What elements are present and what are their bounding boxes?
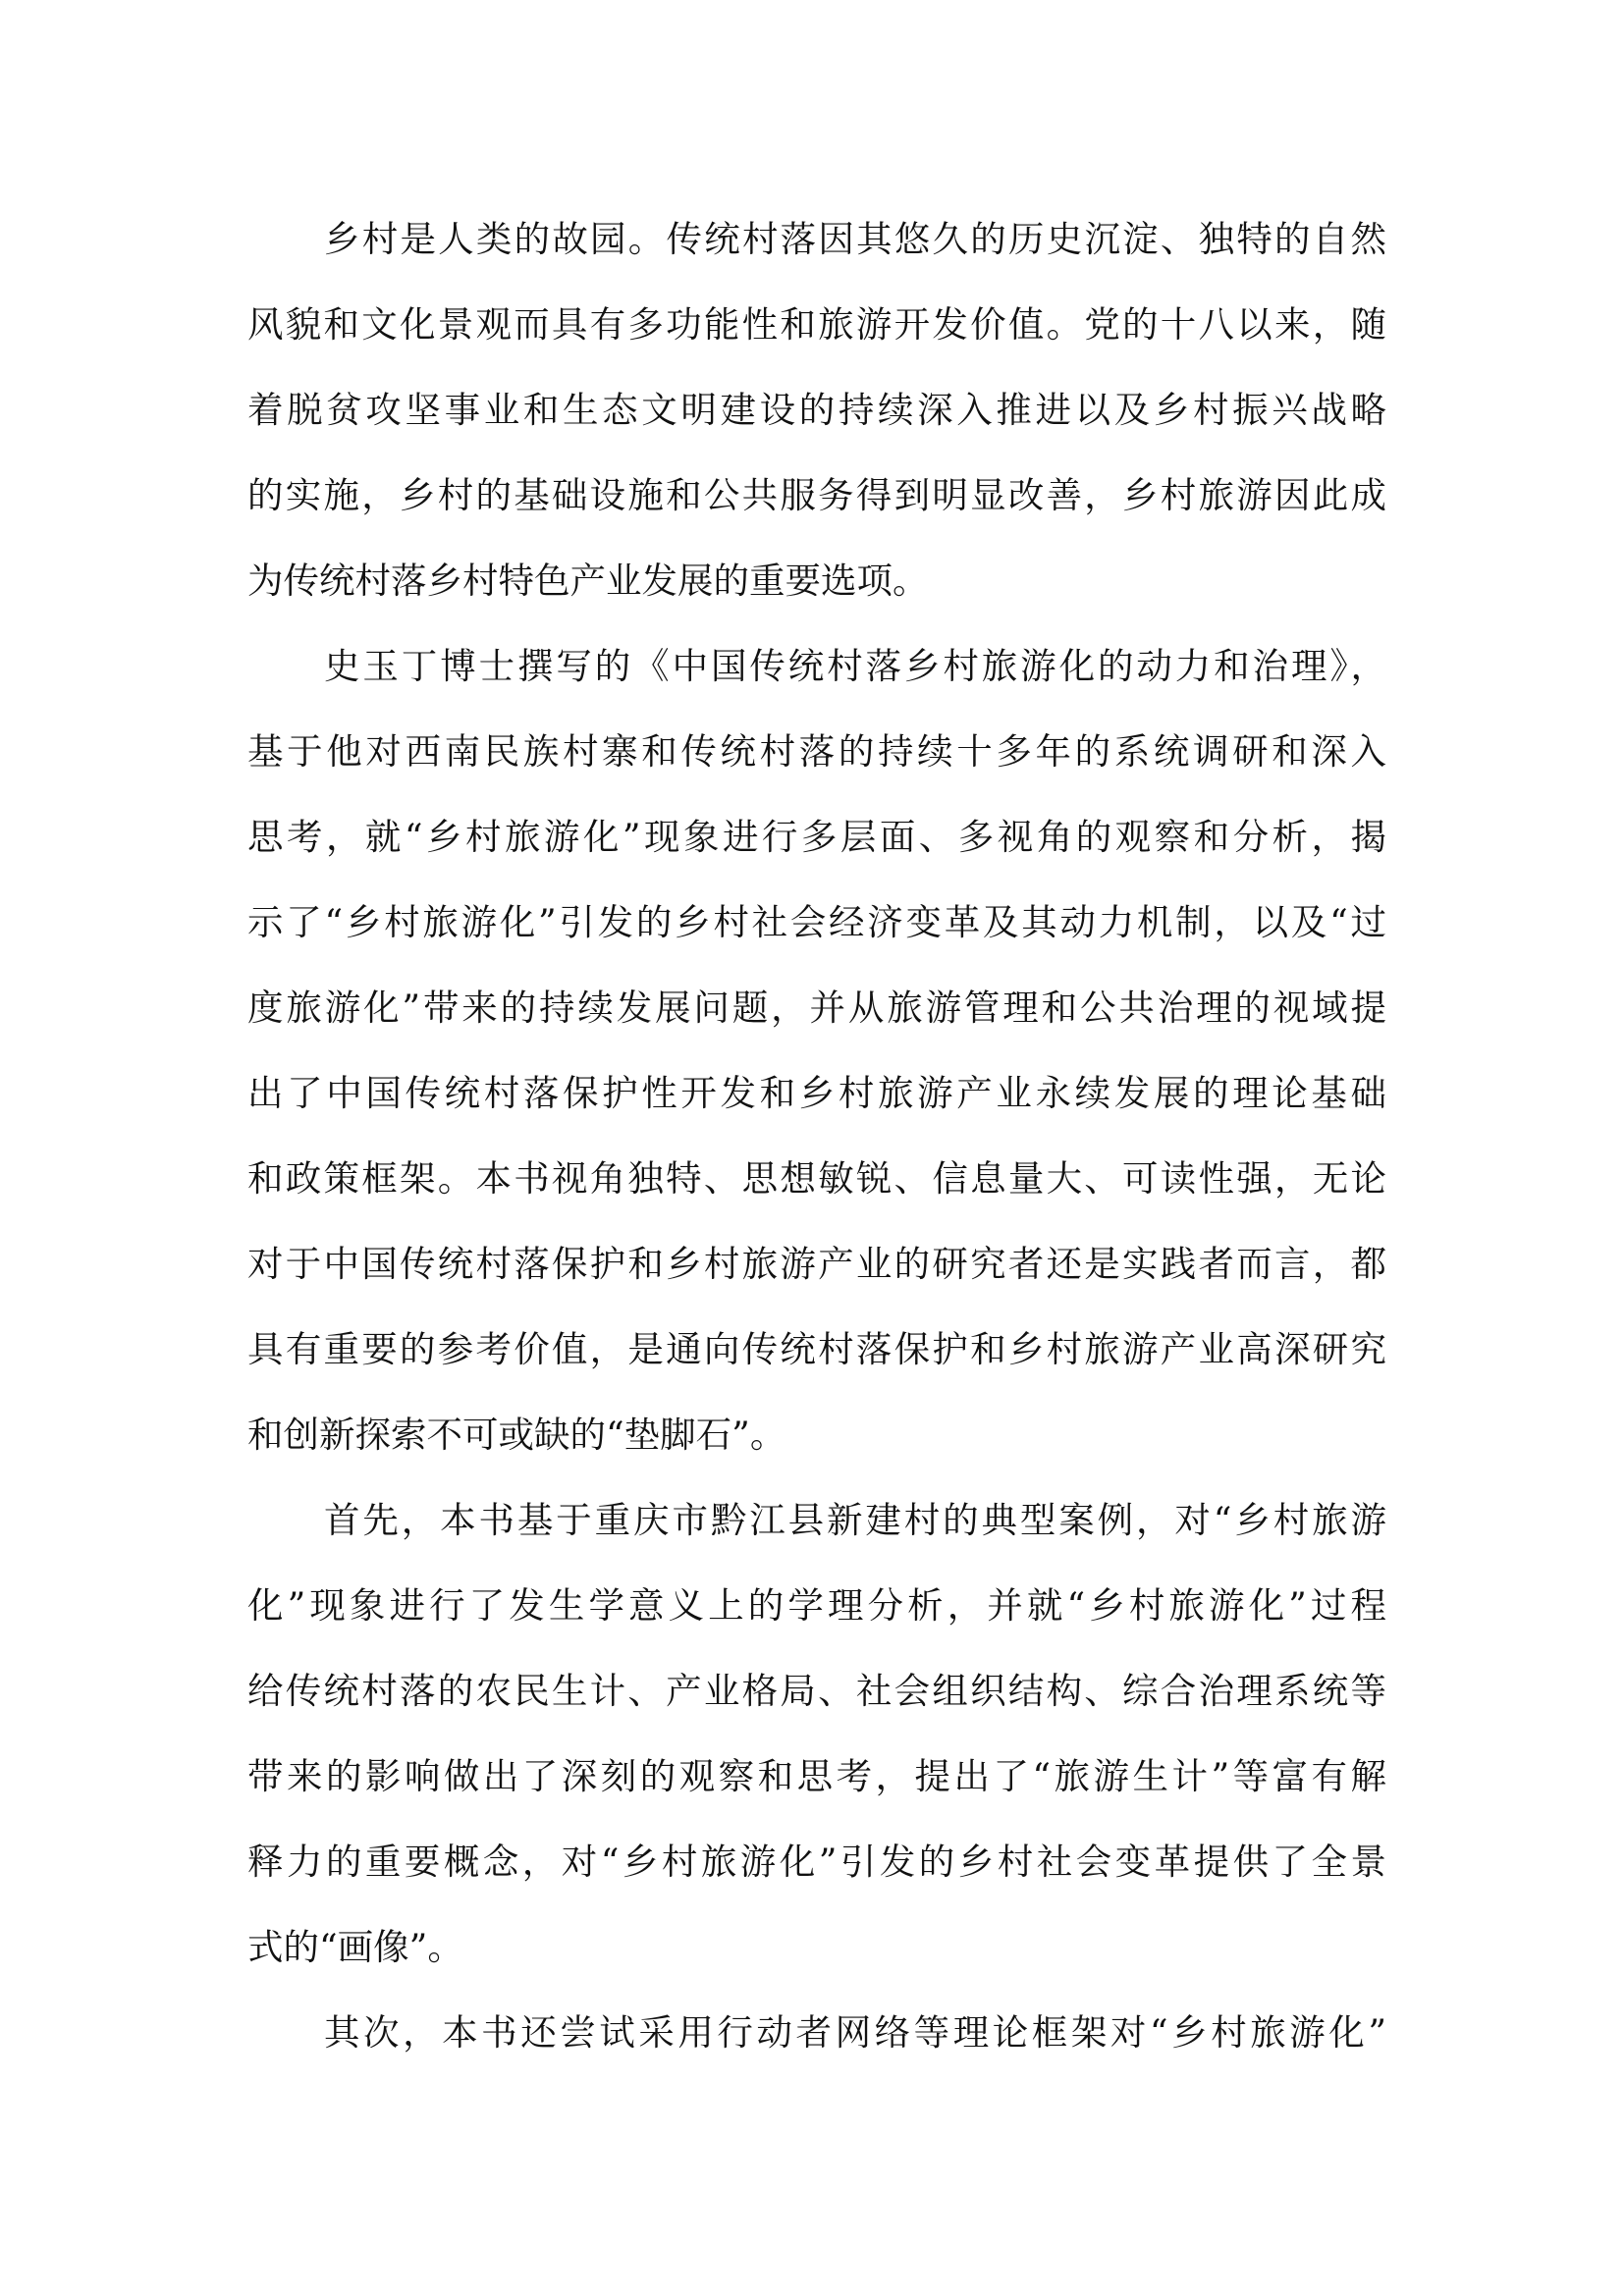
- text-line: 对于中国传统村落保护和乡村旅游产业的研究者还是实践者而言，都: [247, 1243, 1386, 1285]
- text-line: 的实施，乡村的基础设施和公共服务得到明显改善，乡村旅游因此成: [247, 474, 1386, 516]
- text-line: 思考，就“乡村旅游化”现象进行多层面、多视角的观察和分析，揭: [247, 816, 1386, 858]
- text-line: 其次，本书还尝试采用行动者网络等理论框架对“乡村旅游化”: [324, 2011, 1386, 2054]
- text-line: 式的“画像”。: [247, 1926, 463, 1968]
- text-line: 首先，本书基于重庆市黔江县新建村的典型案例，对“乡村旅游: [324, 1499, 1386, 1541]
- paragraph-rural-homeland: [247, 196, 1386, 623]
- paragraph-second-point: [247, 1990, 1386, 2075]
- text-line: 释力的重要概念，对“乡村旅游化”引发的乡村社会变革提供了全景: [247, 1841, 1386, 1883]
- text-line: 带来的影响做出了深刻的观察和思考，提出了“旅游生计”等富有解: [247, 1755, 1386, 1797]
- text-line: 示了“乡村旅游化”引发的乡村社会经济变革及其动力机制，以及“过: [247, 901, 1386, 943]
- text-line: 度旅游化”带来的持续发展问题，并从旅游管理和公共治理的视域提: [247, 987, 1386, 1029]
- text-line: 着脱贫攻坚事业和生态文明建设的持续深入推进以及乡村振兴战略: [247, 389, 1386, 431]
- body-text: [247, 196, 1386, 2075]
- text-line: 基于他对西南民族村寨和传统村落的持续十多年的系统调研和深入: [247, 730, 1386, 773]
- text-line: 化”现象进行了发生学意义上的学理分析，并就“乡村旅游化”过程: [247, 1584, 1386, 1627]
- text-line: 风貌和文化景观而具有多功能性和旅游开发价值。党的十八以来，随: [247, 303, 1386, 346]
- text-line: 为传统村落乡村特色产业发展的重要选项。: [247, 560, 929, 602]
- text-line: 给传统村落的农民生计、产业格局、社会组织结构、综合治理系统等: [247, 1670, 1386, 1712]
- text-line: 乡村是人类的故园。传统村落因其悠久的历史沉淀、独特的自然: [324, 218, 1386, 260]
- paragraph-book-introduction: [247, 623, 1386, 1477]
- paragraph-first-point: [247, 1477, 1386, 1990]
- text-line: 史玉丁博士撰写的《中国传统村落乡村旅游化的动力和治理》，: [324, 645, 1386, 687]
- text-line: 和创新探索不可或缺的“垫脚石”。: [247, 1414, 786, 1456]
- text-line: 具有重要的参考价值，是通向传统村落保护和乡村旅游产业高深研究: [247, 1328, 1386, 1370]
- text-line: 出了中国传统村落保护性开发和乡村旅游产业永续发展的理论基础: [247, 1072, 1386, 1114]
- text-line: 和政策框架。本书视角独特、思想敏锐、信息量大、可读性强，无论: [247, 1157, 1386, 1200]
